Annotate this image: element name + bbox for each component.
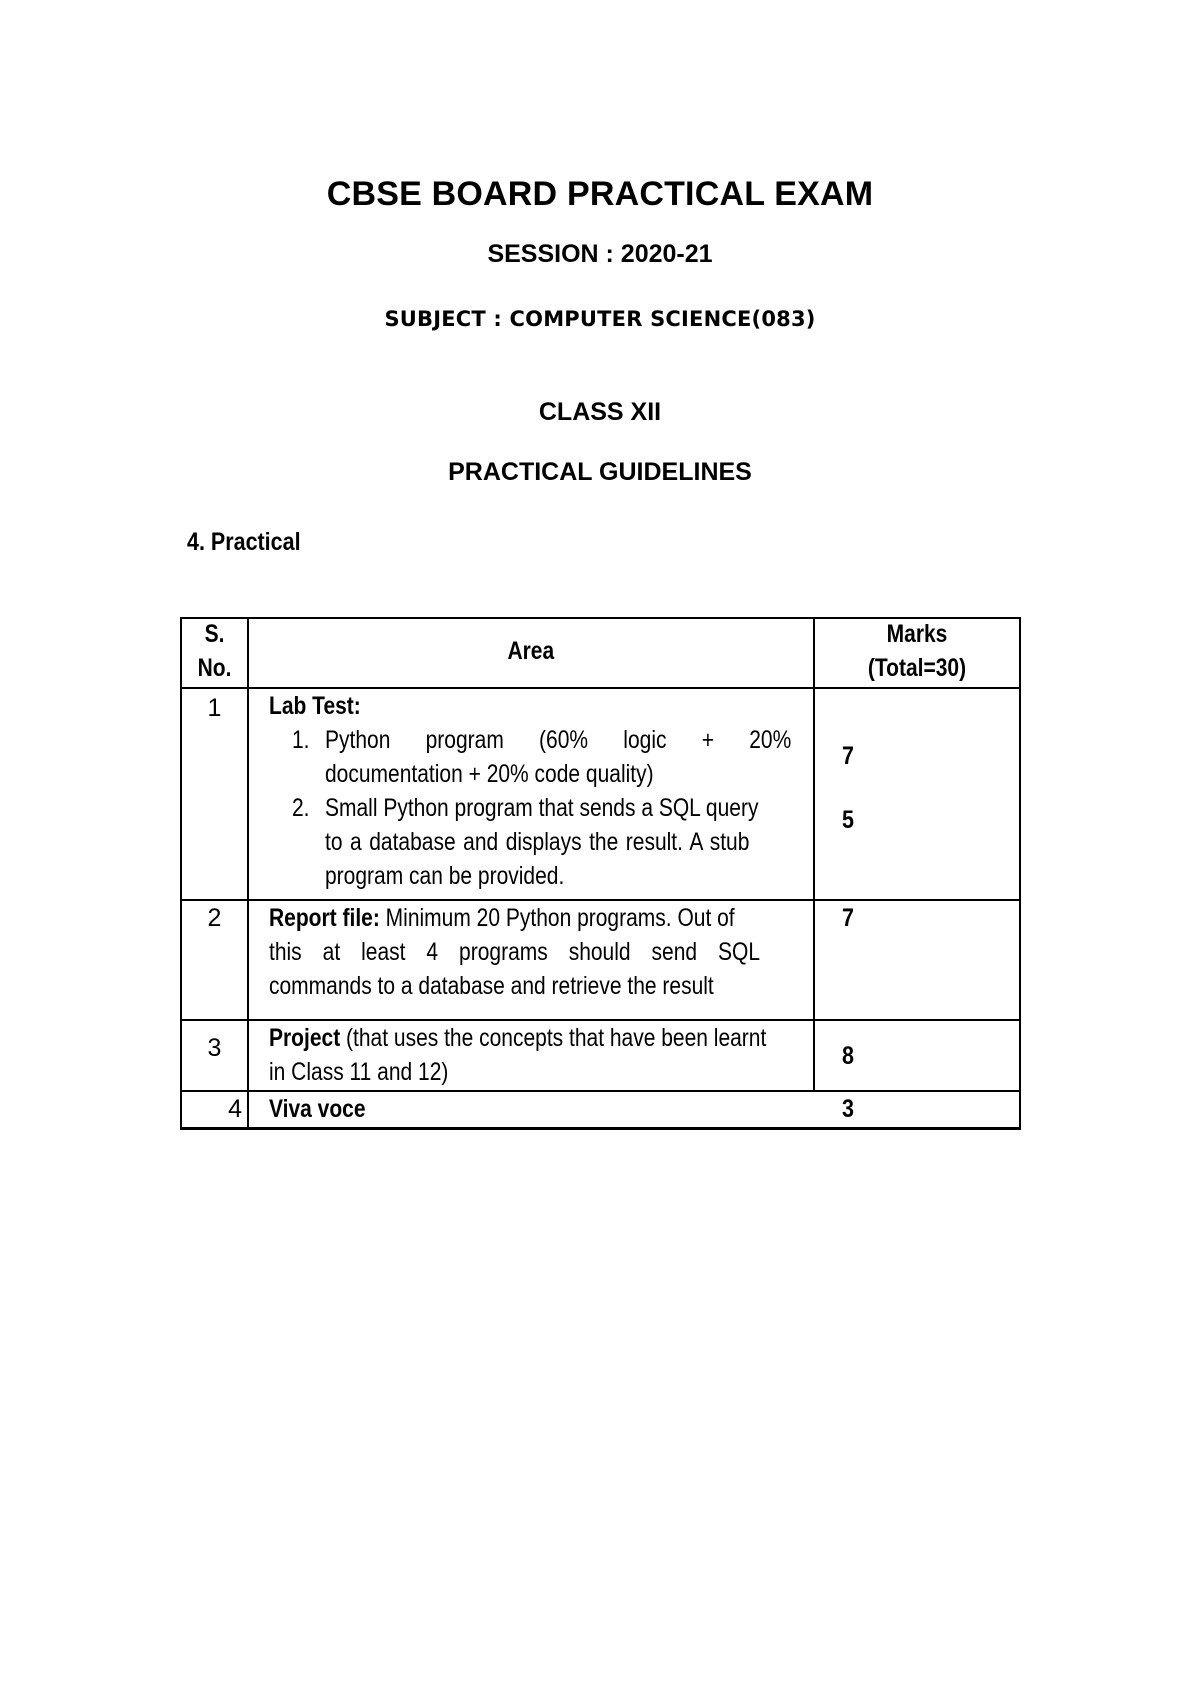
row3-area — [269, 1021, 809, 1089]
row1-item1-line2: documentation + 20% code quality) — [325, 760, 654, 788]
header-area — [249, 634, 813, 668]
row3-line1 — [269, 1021, 767, 1055]
guidelines-heading: PRACTICAL GUIDELINES — [448, 458, 752, 486]
table-row — [180, 689, 1021, 899]
row1-item2-line1: Small Python program that sends a SQL query — [325, 794, 759, 822]
row1-marks-item1: 7 — [841, 742, 854, 770]
row1-item2-line3: program can be provided. — [325, 862, 565, 890]
row1-marks-item2: 5 — [841, 806, 854, 834]
row2-line1-text: Minimum 20 Python programs. Out of — [379, 904, 735, 932]
class-line: CLASS XII — [538, 398, 662, 426]
row2-marks: 7 — [841, 904, 854, 932]
section-heading: 4. Practical — [187, 528, 301, 556]
row1-item2-line2: to a database and displays the result. A stub — [325, 828, 750, 856]
table-border-bottom — [180, 1127, 1021, 1130]
row4-marks: 3 — [841, 1095, 854, 1123]
row1-item1-line1: Python program (60% logic + 20% — [325, 726, 792, 754]
header-sno-line1: S. — [204, 620, 225, 648]
row4-title: Viva voce — [269, 1095, 366, 1123]
row4-sno: 4 — [228, 1095, 242, 1123]
row1-item1-number: 1. — [292, 726, 310, 754]
header-marks — [815, 617, 1019, 687]
row1-item2-number: 2. — [292, 794, 310, 822]
row2-line1 — [269, 901, 735, 935]
row2-sno: 2 — [207, 904, 222, 932]
row2-area — [269, 901, 809, 1003]
header-marks-line1: Marks — [886, 620, 948, 648]
header-sno-line2: No. — [197, 654, 232, 682]
row3-title: Project — [269, 1024, 341, 1052]
row1-item2-text — [325, 791, 795, 893]
header-marks-line2: (Total=30) — [867, 654, 967, 682]
table-row — [180, 1021, 1021, 1090]
header-sno — [182, 617, 247, 687]
practical-marks-table — [180, 617, 1021, 1129]
row3-line2: in Class 11 and 12) — [269, 1058, 449, 1086]
row3-line1-text: (that uses the concepts that have been learnt — [340, 1024, 767, 1052]
session-line: SESSION : 2020-21 — [487, 240, 713, 268]
row2-line3: commands to a database and retrieve the result — [269, 972, 714, 1000]
row1-item1-text — [325, 723, 795, 791]
row1-sno: 1 — [207, 694, 222, 722]
page-title: CBSE BOARD PRACTICAL EXAM — [326, 175, 874, 213]
header-area-label: Area — [507, 637, 555, 665]
row3-marks: 8 — [841, 1042, 854, 1070]
row2-title: Report file: — [269, 904, 380, 932]
row2-line2: this at least 4 programs should send SQL — [269, 938, 761, 966]
row1-title: Lab Test: — [269, 692, 361, 720]
table-row — [180, 901, 1021, 1019]
table-row — [180, 1092, 1021, 1127]
row3-sno: 3 — [207, 1034, 222, 1062]
subject-line: SUBJECT : COMPUTER SCIENCE(083) — [384, 307, 816, 331]
